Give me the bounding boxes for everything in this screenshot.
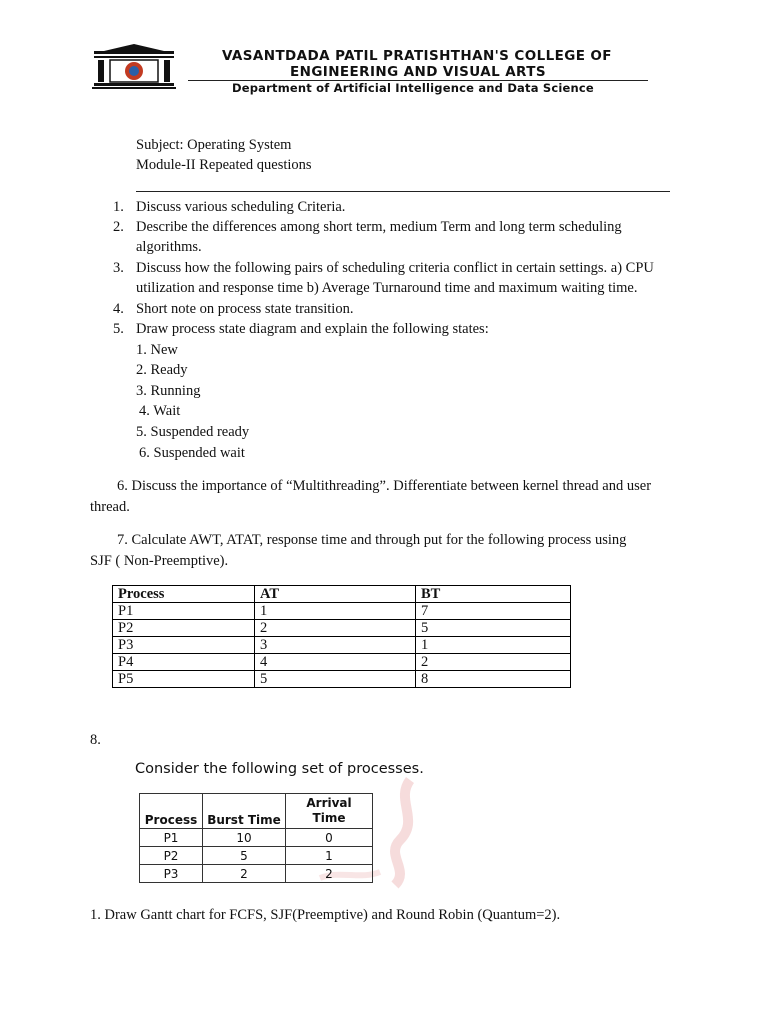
table-cell: 7 (416, 603, 571, 620)
table-cell: P3 (140, 865, 203, 883)
table-row (113, 654, 571, 671)
process-table-scheduling (139, 793, 373, 883)
table-row (113, 671, 571, 688)
q8-task: 1. Draw Gantt chart for FCFS, SJF(Preemptive) and Round Robin (Quantum=2). (90, 907, 561, 923)
table-cell: 2 (203, 865, 286, 883)
q7-text-line1: 7. Calculate AWT, ATAT, response time and through put for the following process using (117, 532, 627, 548)
table-row (140, 829, 373, 847)
q5-number: 5. (113, 321, 124, 337)
table-cell: P3 (113, 637, 255, 654)
table-cell: 0 (286, 829, 373, 847)
table-cell: 1 (416, 637, 571, 654)
q4-text: Short note on process state transition. (136, 301, 354, 317)
college-logo (90, 42, 178, 90)
q8-number: 8. (90, 732, 101, 748)
q5-text: Draw process state diagram and explain the following states: (136, 321, 489, 337)
table-header-row (140, 794, 373, 829)
state-item: 2. Ready (136, 362, 188, 378)
q6-text-line2: thread. (90, 499, 130, 515)
column-header: Process (140, 794, 203, 829)
process-table-sjf (112, 585, 571, 688)
table-cell: 1 (286, 847, 373, 865)
column-header: Burst Time (203, 794, 286, 829)
q3-text-line1: Discuss how the following pairs of scheduling criteria conflict in certain settings. a) CPU (136, 260, 654, 276)
table-header-row (113, 586, 571, 603)
column-header: AT (255, 586, 416, 603)
subject-line: Subject: Operating System (136, 137, 292, 153)
q3-number: 3. (113, 260, 124, 276)
state-item: 5. Suspended ready (136, 424, 250, 440)
q1-number: 1. (113, 199, 124, 215)
state-item: 6. Suspended wait (139, 445, 245, 461)
table-cell: 5 (203, 847, 286, 865)
college-name-line1: VASANTDADA PATIL PRATISHTHAN'S COLLEGE OF (222, 48, 612, 64)
table-cell: P1 (140, 829, 203, 847)
column-header: BT (416, 586, 571, 603)
state-item: 3. Running (136, 383, 201, 399)
table-cell: P5 (113, 671, 255, 688)
table-cell: 3 (255, 637, 416, 654)
q2-text-line1: Describe the differences among short term, medium Term and long term scheduling (136, 219, 622, 235)
q2-text-line2: algorithms. (136, 239, 202, 255)
table-cell: 5 (255, 671, 416, 688)
q3-text-line2: utilization and response time b) Average Turnaround time and maximum waiting time. (136, 280, 638, 296)
table-cell: P4 (113, 654, 255, 671)
table-row (113, 637, 571, 654)
state-item: 1. New (136, 342, 178, 358)
q6-text-line1: 6. Discuss the importance of “Multithreading”. Differentiate between kernel thread and user (117, 478, 652, 494)
state-item: 4. Wait (139, 403, 181, 419)
table-cell: P1 (113, 603, 255, 620)
q2-number: 2. (113, 219, 124, 235)
q1-text: Discuss various scheduling Criteria. (136, 199, 346, 215)
table-row (140, 865, 373, 883)
table-row (113, 620, 571, 637)
college-name-line2: ENGINEERING AND VISUAL ARTS (290, 64, 546, 80)
table-cell: 2 (286, 865, 373, 883)
column-header: Arrival Time (286, 794, 373, 829)
table-cell: 10 (203, 829, 286, 847)
table-cell: P2 (113, 620, 255, 637)
q8-intro: Consider the following set of processes. (135, 761, 424, 777)
table-row (113, 603, 571, 620)
table-cell: 4 (255, 654, 416, 671)
table-row (140, 847, 373, 865)
q4-number: 4. (113, 301, 124, 317)
college-logo-icon (90, 42, 178, 90)
table-cell: 1 (255, 603, 416, 620)
q7-text-line2: SJF ( Non-Preemptive). (90, 553, 229, 569)
column-header: Process (113, 586, 255, 603)
table-cell: P2 (140, 847, 203, 865)
department-name: Department of Artificial Intelligence and Data Science (232, 81, 594, 95)
table-cell: 8 (416, 671, 571, 688)
table-cell: 2 (255, 620, 416, 637)
subject-underline (136, 191, 670, 192)
table-cell: 2 (416, 654, 571, 671)
module-line: Module-II Repeated questions (136, 157, 312, 173)
table-cell: 5 (416, 620, 571, 637)
